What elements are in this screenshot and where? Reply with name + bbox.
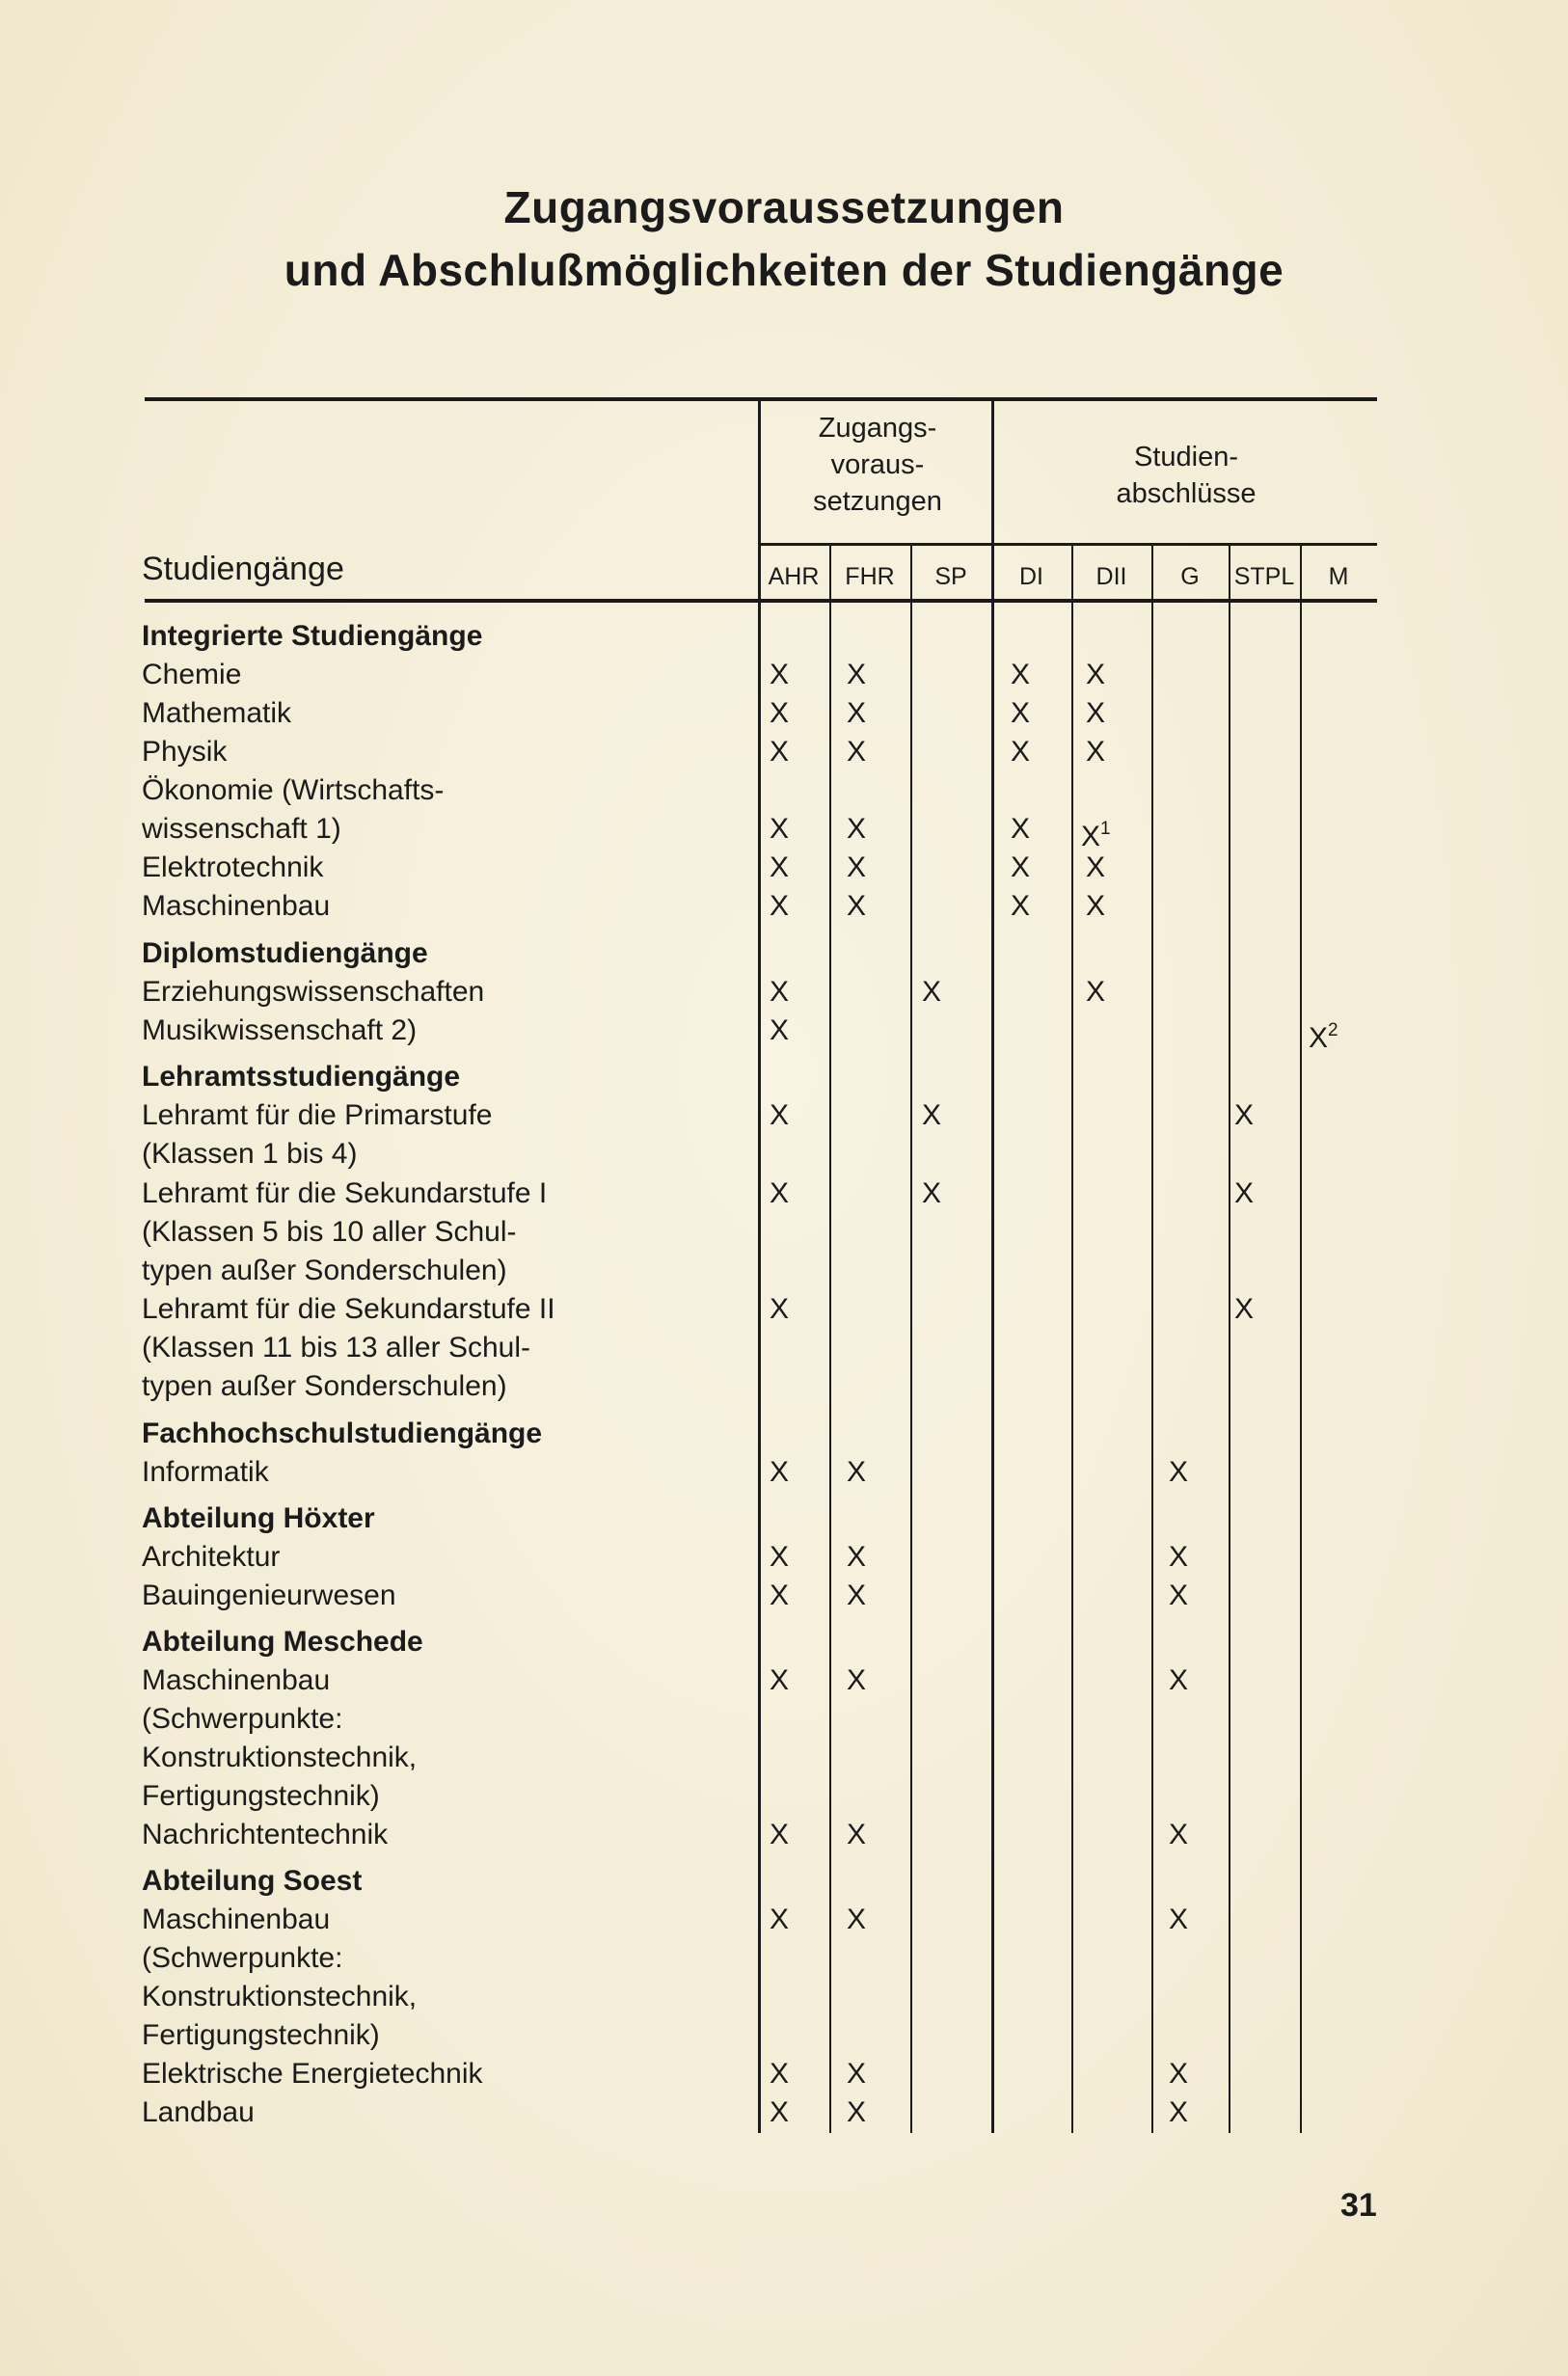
mark-ahr: X <box>769 1580 789 1611</box>
column-header-top-rule <box>758 543 1377 546</box>
table-row <box>0 694 1568 733</box>
program-label: Fertigungstechnik) <box>142 1780 380 1812</box>
table-top-rule <box>145 397 1377 401</box>
table-row <box>0 1174 1568 1213</box>
section-heading-row <box>0 617 1568 656</box>
mark-g: X <box>1168 1580 1188 1611</box>
program-label: Maschinenbau <box>142 890 331 922</box>
mark-ahr: X <box>769 736 789 768</box>
table-row <box>0 1329 1568 1367</box>
mark-ahr: X <box>769 1293 789 1325</box>
mark-dii: X <box>1085 890 1105 922</box>
table-row <box>0 2016 1568 2055</box>
table-row <box>0 1213 1568 1252</box>
table-row <box>0 1252 1568 1290</box>
mark-ahr: X <box>769 1904 789 1935</box>
table-row <box>0 1777 1568 1816</box>
table-row <box>0 849 1568 887</box>
section-heading: Abteilung Höxter <box>142 1502 375 1534</box>
program-label: Fertigungstechnik) <box>142 2019 380 2051</box>
table-row <box>0 1538 1568 1577</box>
program-label: (Klassen 11 bis 13 aller Schul- <box>142 1332 530 1364</box>
column-header-g: G <box>1180 563 1200 590</box>
program-label: Konstruktionstechnik, <box>142 1981 418 2012</box>
mark-g: X <box>1168 1904 1188 1935</box>
mark-g: X <box>1168 1664 1188 1696</box>
mark-fhr: X <box>846 890 866 922</box>
mark-g: X <box>1168 1456 1188 1488</box>
program-label: Chemie <box>142 659 242 690</box>
page-number: 31 <box>1340 2187 1377 2224</box>
mark-ahr: X <box>769 1664 789 1696</box>
table-row <box>0 1661 1568 1700</box>
program-label: Mathematik <box>142 697 292 729</box>
table-row <box>0 1901 1568 1939</box>
mark-fhr: X <box>846 1664 866 1696</box>
program-label: Maschinenbau <box>142 1904 331 1935</box>
table-row <box>0 1978 1568 2016</box>
section-heading-row <box>0 934 1568 973</box>
section-heading-row <box>0 1415 1568 1453</box>
mark-ahr: X <box>769 1177 789 1209</box>
mark-g: X <box>1168 1819 1188 1850</box>
section-heading-row <box>0 1058 1568 1096</box>
program-label: (Klassen 1 bis 4) <box>142 1138 358 1170</box>
mark-ahr: X <box>769 1099 789 1131</box>
table-row <box>0 1816 1568 1854</box>
program-label: Musikwissenschaft 2) <box>142 1014 418 1046</box>
section-heading-row <box>0 1623 1568 1661</box>
column-header-di: DI <box>1019 563 1043 590</box>
program-label: Lehramt für die Sekundarstufe II <box>142 1293 555 1325</box>
program-label: typen außer Sonderschulen) <box>142 1370 507 1402</box>
section-heading: Fachhochschulstudiengänge <box>142 1418 543 1449</box>
mark-stpl: X <box>1233 1099 1254 1131</box>
column-header-dii: DII <box>1095 563 1127 590</box>
section-heading: Lehramtsstudiengänge <box>142 1061 461 1093</box>
table-row <box>0 1939 1568 1978</box>
mark-di: X <box>1010 697 1030 729</box>
program-label: (Schwerpunkte: <box>142 1703 343 1735</box>
mark-dii: X <box>1085 851 1105 883</box>
mark-fhr: X <box>846 659 866 690</box>
mark-stpl: X <box>1233 1293 1254 1325</box>
mark-sp: X <box>921 1099 941 1131</box>
mark-fhr: X <box>846 1580 866 1611</box>
program-label: Architektur <box>142 1541 281 1573</box>
section-heading-row <box>0 1499 1568 1538</box>
section-heading-row <box>0 1862 1568 1901</box>
mark-fhr: X <box>846 2096 866 2128</box>
mark-dii: $X^1$ <box>1081 819 1111 852</box>
program-label: Lehramt für die Sekundarstufe I <box>142 1177 548 1209</box>
footnote-marker: 2 <box>1328 1020 1338 1040</box>
program-label: Informatik <box>142 1456 269 1488</box>
program-label: typen außer Sonderschulen) <box>142 1255 507 1286</box>
table-row <box>0 1135 1568 1174</box>
mark-di: X <box>1010 736 1030 768</box>
table-row <box>0 2093 1568 2132</box>
table-row <box>0 2055 1568 2093</box>
program-label: Maschinenbau <box>142 1664 331 1696</box>
column-header-bottom-rule <box>145 599 1377 603</box>
mark-ahr: X <box>769 2096 789 2128</box>
table-row <box>0 1012 1568 1054</box>
column-header-stpl: STPL <box>1233 563 1295 590</box>
mark-fhr: X <box>846 2058 866 2090</box>
table-row <box>0 1096 1568 1135</box>
mark-sp: X <box>921 1177 941 1209</box>
mark-ahr: X <box>769 2058 789 2090</box>
mark-ahr: X <box>769 1819 789 1850</box>
section-heading: Integrierte Studiengänge <box>142 620 483 652</box>
mark-dii: X <box>1085 659 1105 690</box>
access-requirements-header: Zugangs- voraus- setzungen <box>813 413 942 517</box>
program-label: wissenschaft 1) <box>142 813 341 845</box>
table-row <box>0 1739 1568 1777</box>
mark-fhr: X <box>846 851 866 883</box>
program-label: Landbau <box>142 2096 255 2128</box>
page-title: Zugangsvoraussetzungen <box>503 182 1065 232</box>
table-row <box>0 1367 1568 1406</box>
mark-ahr: X <box>769 976 789 1008</box>
mark-dii: X <box>1085 697 1105 729</box>
table-row <box>0 1577 1568 1615</box>
mark-g: X <box>1168 1541 1188 1573</box>
mark-di: X <box>1010 813 1030 845</box>
mark-ahr: X <box>769 813 789 845</box>
stub-header: Studiengänge <box>142 551 344 587</box>
table-row <box>0 1700 1568 1739</box>
mark-sp: X <box>921 976 941 1008</box>
program-label: (Klassen 5 bis 10 aller Schul- <box>142 1216 517 1248</box>
program-label: Elektrotechnik <box>142 851 324 883</box>
mark-fhr: X <box>846 1456 866 1488</box>
table-row <box>0 973 1568 1012</box>
program-label: Nachrichtentechnik <box>142 1819 389 1850</box>
mark-ahr: X <box>769 697 789 729</box>
table-row <box>0 887 1568 926</box>
table-row <box>0 1290 1568 1329</box>
mark-ahr: X <box>769 851 789 883</box>
table-row <box>0 771 1568 810</box>
program-label: Konstruktionstechnik, <box>142 1742 418 1773</box>
mark-ahr: X <box>769 1456 789 1488</box>
mark-ahr: X <box>769 890 789 922</box>
mark-fhr: X <box>846 1819 866 1850</box>
table-row <box>0 1453 1568 1492</box>
mark-m: $X^2$ <box>1309 1020 1338 1054</box>
column-header-sp: SP <box>934 563 967 590</box>
mark-g: X <box>1168 2058 1188 2090</box>
mark-di: X <box>1010 851 1030 883</box>
program-label: Bauingenieurwesen <box>142 1580 396 1611</box>
mark-fhr: X <box>846 736 866 768</box>
mark-dii: X <box>1085 736 1105 768</box>
program-label: Erziehungswissenschaften <box>142 976 485 1008</box>
mark-g: X <box>1168 2096 1188 2128</box>
mark-fhr: X <box>846 1541 866 1573</box>
mark-ahr: X <box>769 1014 789 1046</box>
mark-ahr: X <box>769 659 789 690</box>
program-label: Ökonomie (Wirtschafts- <box>142 774 445 806</box>
degrees-header: Studien- abschlüsse <box>1116 442 1257 509</box>
table-row <box>0 733 1568 771</box>
mark-di: X <box>1010 659 1030 690</box>
section-heading: Diplomstudiengänge <box>142 937 428 969</box>
section-heading: Abteilung Meschede <box>142 1626 423 1658</box>
program-label: Lehramt für die Primarstufe <box>142 1099 493 1131</box>
mark-fhr: X <box>846 813 866 845</box>
column-header-fhr: FHR <box>845 563 895 590</box>
mark-fhr: X <box>846 697 866 729</box>
mark-fhr: X <box>846 1904 866 1935</box>
mark-ahr: X <box>769 1541 789 1573</box>
column-header-ahr: AHR <box>768 563 820 590</box>
footnote-marker: 1 <box>1100 819 1111 839</box>
column-header-m: M <box>1328 563 1349 590</box>
page-subtitle: und Abschlußmöglichkeiten der Studiengänge <box>284 245 1284 295</box>
mark-di: X <box>1010 890 1030 922</box>
program-label: Physik <box>142 736 228 768</box>
program-label: Elektrische Energietechnik <box>142 2058 483 2090</box>
table-row <box>0 656 1568 694</box>
mark-dii: X <box>1085 976 1105 1008</box>
program-label: (Schwerpunkte: <box>142 1942 343 1974</box>
mark-stpl: X <box>1233 1177 1254 1209</box>
section-heading: Abteilung Soest <box>142 1865 363 1897</box>
table-row <box>0 810 1568 852</box>
